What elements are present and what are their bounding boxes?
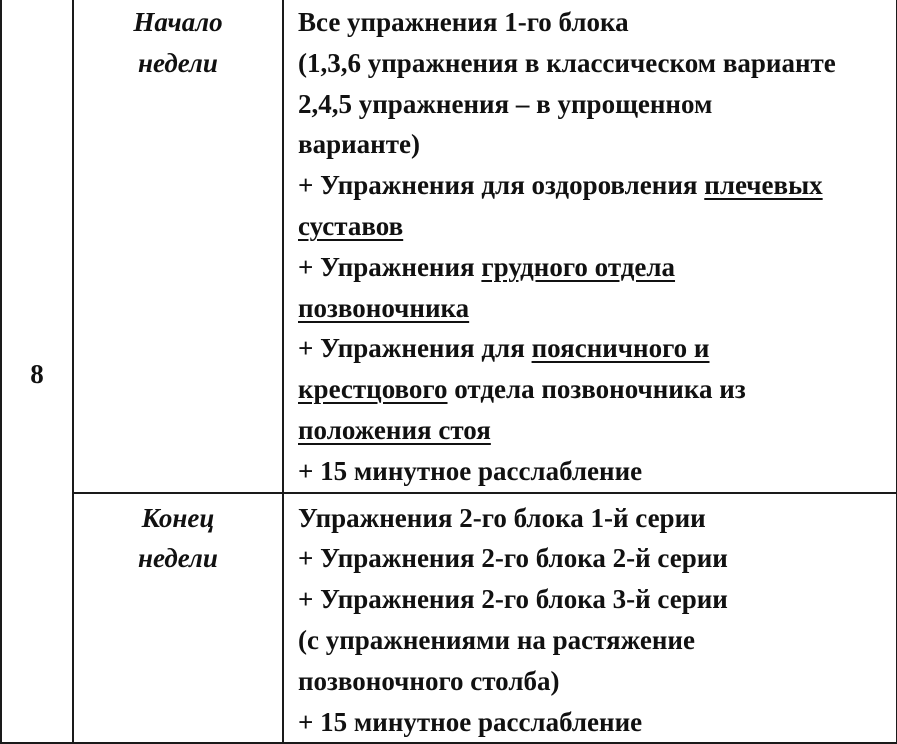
table-row: [1, 0, 897, 493]
underlined-text: суставов: [298, 210, 404, 241]
text-segment: + Упражнения 2-го блока 3-й серии: [298, 584, 728, 615]
underlined-text: положения стоя: [298, 414, 491, 445]
text-segment: + 15 минутное расслабление: [298, 455, 643, 486]
exercise-line: [298, 43, 886, 84]
exercise-line: [298, 288, 886, 329]
exercise-line: [298, 702, 886, 743]
text-segment: варианте): [298, 129, 420, 160]
text-segment: отдела позвоночника из: [447, 374, 746, 405]
exercise-line: [298, 247, 886, 288]
exercise-line: [298, 369, 886, 410]
exercise-line: [298, 661, 886, 702]
text-segment: + Упражнения для оздоровления: [298, 170, 705, 201]
exercise-line: [298, 2, 886, 43]
row-number-cell: 8: [1, 0, 73, 743]
exercise-line: [298, 620, 886, 661]
text-segment: Все упражнения 1-го блока: [298, 7, 629, 37]
period-label: недели: [138, 47, 218, 78]
underlined-text: плечевых: [704, 170, 823, 201]
underlined-text: поясничного и: [531, 333, 710, 364]
period-cell-start-of-week: [73, 0, 283, 493]
exercise-line: [298, 328, 886, 369]
period-label: Конец: [141, 502, 215, 533]
period-label: недели: [138, 543, 218, 574]
text-segment: + 15 минутное расслабление: [298, 706, 643, 737]
underlined-text: позвоночника: [298, 292, 470, 323]
text-segment: Упражнения 2-го блока 1-й серии: [298, 502, 706, 533]
underlined-text: крестцового: [298, 374, 448, 405]
period-label: Начало: [133, 7, 223, 37]
exercise-line: [298, 498, 886, 539]
text-segment: + Упражнения: [298, 251, 482, 282]
text-segment: (с упражнениями на растяжение: [298, 624, 695, 655]
exercise-line: [298, 538, 886, 579]
exercise-line: [298, 579, 886, 620]
period-cell-end-of-week: [73, 493, 283, 744]
text-segment: (1,3,6 упражнения в классическом варианте: [298, 47, 836, 78]
exercise-line: [298, 124, 886, 165]
exercise-line: [298, 410, 886, 451]
text-segment: + Упражнения для: [298, 333, 532, 364]
text-segment: позвоночного столба): [298, 665, 560, 696]
table-row: [1, 493, 897, 744]
text-segment: 2,4,5 упражнения – в упрощенном: [298, 88, 713, 119]
underlined-text: грудного отдела: [481, 251, 676, 282]
exercise-line: [298, 84, 886, 125]
exercise-line: [298, 206, 886, 247]
text-segment: + Упражнения 2-го блока 2-й серии: [298, 543, 728, 574]
exercises-cell-end-of-week: [283, 493, 897, 744]
exercise-line: [298, 451, 886, 492]
exercise-line: [298, 165, 886, 206]
exercises-cell-start-of-week: [283, 0, 897, 493]
